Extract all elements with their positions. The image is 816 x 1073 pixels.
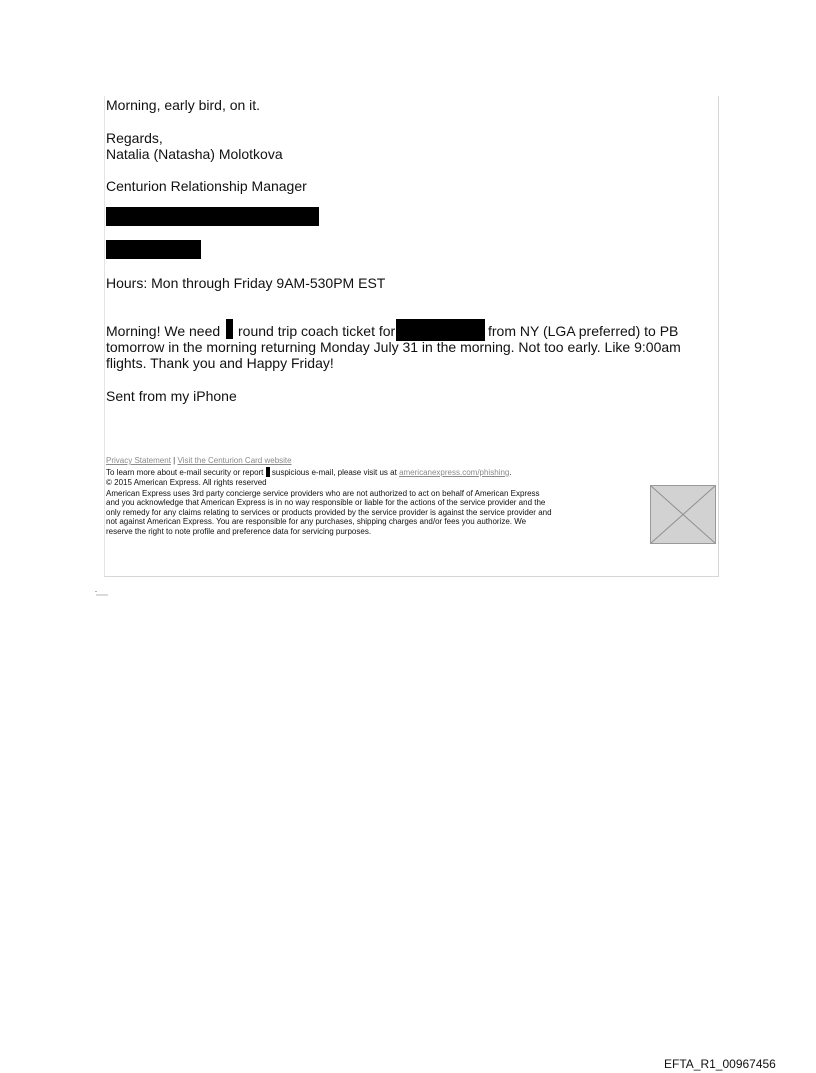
closing-text: Regards, — [106, 130, 163, 146]
disclaimer-line: and you acknowledge that American Express is in no way responsible or liable for the actions of the service provider and the — [106, 498, 546, 508]
quoted-line-2: tomorrow in the morning returning Monday July 31 in the morning. Not too early. Like 9:00am — [106, 339, 681, 355]
greeting-text: Morning, early bird, on it. — [106, 97, 261, 113]
redaction-block — [106, 240, 201, 259]
hours-text: Hours: Mon through Friday 9AM-530PM EST — [106, 275, 386, 291]
security-text: To learn more about e-mail security or report — [106, 468, 264, 477]
centurion-website-link[interactable]: Visit the Centurion Card website — [177, 456, 292, 465]
sender-name: Natalia (Natasha) Molotkova — [106, 146, 283, 162]
disclaimer-text — [106, 489, 651, 536]
redaction-block — [266, 467, 270, 477]
redaction-block — [396, 319, 485, 341]
link-separator: | — [173, 456, 176, 465]
phishing-link[interactable]: americanexpress.com/phishing — [399, 468, 510, 477]
quoted-line-3: flights. Thank you and Happy Friday! — [106, 355, 334, 371]
quoted-line-1c: from NY (LGA preferred) to PB — [488, 323, 679, 339]
sender-title: Centurion Relationship Manager — [106, 178, 307, 194]
broken-image-placeholder-icon — [650, 485, 716, 544]
disclaimer-line: only remedy for any claims relating to services or products provided by the service provider is against the service provider and — [106, 507, 552, 517]
quoted-line-1b: round trip coach ticket for — [238, 323, 396, 339]
security-line — [106, 467, 512, 478]
disclaimer-line: reserve the right to note profile and preference data for servicing purposes. — [106, 526, 372, 536]
privacy-statement-link[interactable]: Privacy Statement — [106, 456, 171, 465]
quoted-line-1a: Morning! We need — [106, 323, 221, 339]
document-id: EFTA_R1_00967456 — [664, 1057, 776, 1071]
signature-text: Sent from my iPhone — [106, 388, 237, 404]
scan-mark — [95, 590, 109, 596]
disclaimer-line: not against American Express. You are responsible for any purchases, shipping charges and/or fees you authorize. We — [106, 517, 527, 527]
security-text-cont: suspicious e-mail, please visit us at — [271, 468, 397, 477]
copyright-text: © 2015 American Express. All rights reserved — [106, 478, 267, 487]
disclaimer-line: American Express uses 3rd party concierge service providers who are not authorized to act on behalf of American Express — [106, 489, 540, 498]
security-period: . — [509, 468, 512, 477]
redaction-block — [106, 207, 319, 226]
footer-links — [106, 456, 292, 466]
redaction-block — [226, 319, 233, 339]
